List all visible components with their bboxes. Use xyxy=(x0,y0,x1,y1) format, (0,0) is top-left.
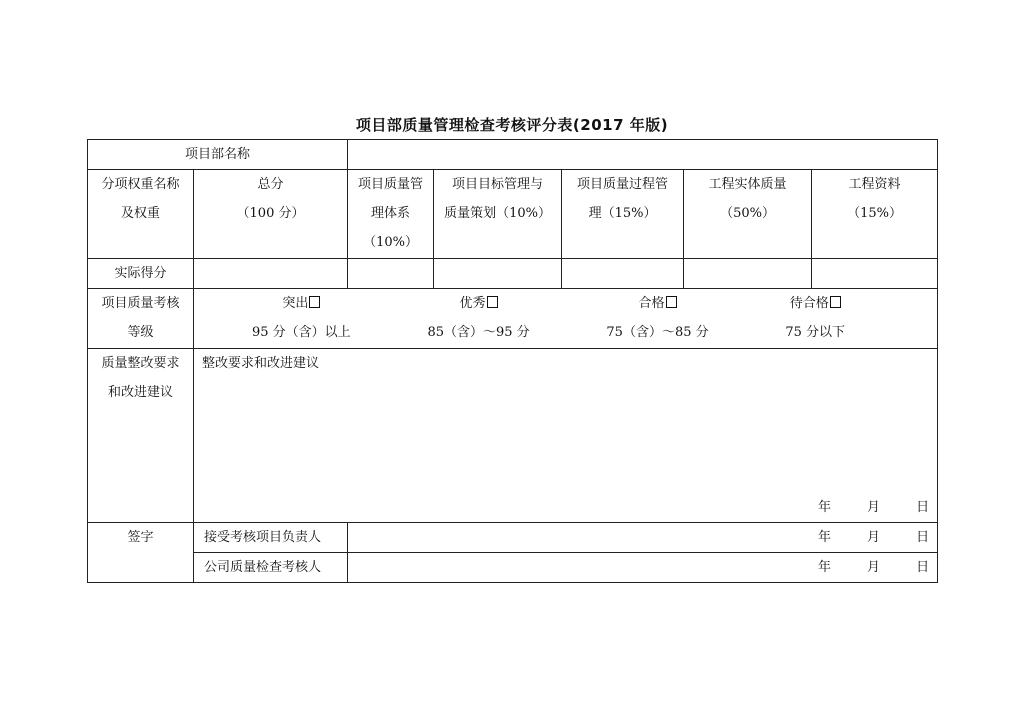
actual-score-row xyxy=(88,259,938,289)
weights-row-label: 分项权重名称 及权重 xyxy=(88,170,194,259)
advice-label: 质量整改要求 和改进建议 xyxy=(88,349,194,523)
signature-date: 年 月 日 xyxy=(818,560,930,575)
signature-row-inspector xyxy=(88,553,938,583)
advice-text-area[interactable]: 整改要求和改进建议 年 月 日 xyxy=(194,349,938,523)
project-name-value[interactable] xyxy=(348,140,938,170)
signature-date: 年 月 日 xyxy=(818,530,930,545)
signature-label: 签字 xyxy=(88,523,194,583)
grade-row xyxy=(88,289,938,349)
grade-option-outstanding[interactable]: 突出 95 分（含）以上 xyxy=(252,296,351,340)
checkbox-icon[interactable] xyxy=(309,296,320,308)
score-quality-system-cell[interactable] xyxy=(348,259,434,289)
form-title: 项目部质量管理检查考核评分表(2017 年版) xyxy=(355,116,669,134)
checkbox-icon[interactable] xyxy=(830,296,841,308)
weights-row xyxy=(88,170,938,259)
signature-row-project-lead xyxy=(88,523,938,553)
score-table xyxy=(87,139,938,583)
grade-option-excellent[interactable]: 优秀 85（含）～95 分 xyxy=(427,296,530,340)
signature-inspector-cell[interactable] xyxy=(348,553,938,583)
signer-inspector-label: 公司质量检查考核人 xyxy=(194,553,348,583)
score-process-management-cell[interactable] xyxy=(562,259,684,289)
score-total-cell[interactable] xyxy=(194,259,348,289)
signer-project-lead-label: 接受考核项目负责人 xyxy=(194,523,348,553)
weight-physical-quality: 工程实体质量 （50%） xyxy=(684,170,812,259)
checkbox-icon[interactable] xyxy=(487,296,498,308)
signature-project-lead-cell[interactable] xyxy=(348,523,938,553)
weight-target-planning: 项目目标管理与 质量策划（10%） xyxy=(434,170,562,259)
weight-documentation: 工程资料 （15%） xyxy=(812,170,938,259)
grade-option-qualified[interactable]: 合格 75（含）～85 分 xyxy=(606,296,709,340)
weight-quality-system: 项目质量管 理体系 （10%） xyxy=(348,170,434,259)
actual-score-label: 实际得分 xyxy=(88,259,194,289)
score-physical-quality-cell[interactable] xyxy=(684,259,812,289)
project-name-row xyxy=(88,140,938,170)
score-documentation-cell[interactable] xyxy=(812,259,938,289)
grade-option-pending[interactable]: 待合格 75 分以下 xyxy=(785,296,846,340)
advice-row xyxy=(88,349,938,523)
grade-options xyxy=(194,289,938,349)
weight-total: 总分 （100 分） xyxy=(194,170,348,259)
score-target-planning-cell[interactable] xyxy=(434,259,562,289)
grade-label: 项目质量考核 等级 xyxy=(88,289,194,349)
advice-date: 年 月 日 xyxy=(818,500,930,515)
project-name-label: 项目部名称 xyxy=(88,140,348,170)
checkbox-icon[interactable] xyxy=(666,296,677,308)
weight-process-management: 项目质量过程管 理（15%） xyxy=(562,170,684,259)
